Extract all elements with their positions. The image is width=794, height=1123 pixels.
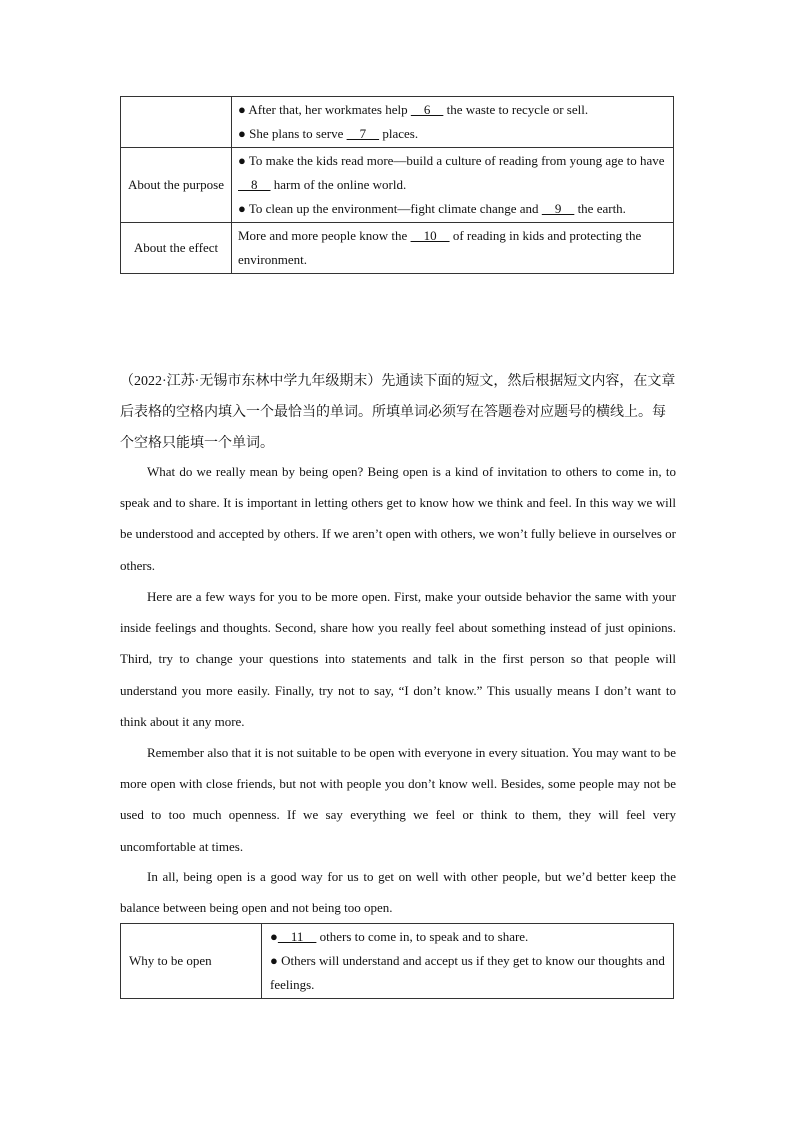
table-line bbox=[238, 197, 667, 221]
row-label bbox=[121, 97, 232, 148]
passage-paragraph: Remember also that it is not suitable to be open with everyone in every situation. You may want to be more open with close friends, but not with people you don’t know well. Besides, some people may not be used to too much openness. If we say everything we feel or think to them, they will feel very uncomfortable at times. bbox=[120, 745, 676, 854]
passage-paragraph: What do we really mean by being open? Being open is a kind of invitation to others to come in, to speak and to share. It is important in letting others get to know how we think and feel. In this way we will be understood and accepted by others. If we aren’t open with others, we won’t fully believe in ourselves or others. bbox=[120, 464, 676, 573]
table-row bbox=[121, 148, 674, 223]
table-line bbox=[238, 149, 667, 197]
table-row bbox=[121, 924, 674, 999]
table-line: ● Others will understand and accept us if they get to know our thoughts and feelings. bbox=[270, 953, 665, 992]
row-content bbox=[232, 223, 674, 274]
row-label: About the purpose bbox=[121, 148, 232, 223]
table-line bbox=[238, 122, 667, 146]
row-content bbox=[262, 924, 674, 999]
table-line bbox=[238, 98, 667, 122]
table-line bbox=[270, 925, 665, 949]
blank-11: 11 bbox=[277, 929, 317, 944]
passage-paragraph: Here are a few ways for you to be more open. First, make your outside behavior the same with your inside feelings and thoughts. Second, share how you really feel about something instead of just opinions. Third, try to change your questions into statements and talk in the first person so that people will understand you more easily. Finally, try not to say, “I don’t know.” This usually means I don’t want to think about it any more. bbox=[120, 589, 676, 729]
line-text: harm of the online world. bbox=[270, 177, 407, 192]
answer-table-1 bbox=[120, 96, 674, 274]
passage-paragraph: In all, being open is a good way for us to get on well with other people, but we’d better keep the balance between being open and not being too open. bbox=[120, 869, 676, 916]
line-text: places. bbox=[379, 126, 419, 141]
answer-table-2 bbox=[120, 923, 674, 999]
line-text: the waste to recycle or sell. bbox=[443, 102, 589, 117]
blank-6: 6 bbox=[410, 102, 444, 117]
line-text: ● She plans to serve bbox=[238, 126, 347, 141]
line-text: others to come in, to speak and to share. bbox=[316, 929, 529, 944]
row-content bbox=[232, 148, 674, 223]
line-text: ● After that, her workmates help bbox=[238, 102, 411, 117]
line-text: the earth. bbox=[574, 201, 626, 216]
row-label: About the effect bbox=[121, 223, 232, 274]
blank-10: 10 bbox=[410, 228, 450, 243]
exercise-instructions: （2022·江苏·无锡市东林中学九年级期末）先通读下面的短文，然后根据短文内容，在文章后表格的空格内填入一个最恰当的单词。所填单词必须写在答题卷对应题号的横线上。每个空格只能填一个单词。 bbox=[120, 374, 676, 451]
blank-9: 9 bbox=[541, 201, 575, 216]
line-text: More and more people know the bbox=[238, 228, 411, 243]
row-content bbox=[232, 97, 674, 148]
blank-7: 7 bbox=[346, 126, 380, 141]
table-row bbox=[121, 223, 674, 274]
line-text: of reading in kids and protecting the environment. bbox=[238, 228, 642, 267]
table-row bbox=[121, 97, 674, 148]
blank-8: 8 bbox=[238, 177, 271, 192]
line-text: ● To clean up the environment—fight climate change and bbox=[238, 201, 542, 216]
table-line bbox=[238, 224, 667, 272]
row-label: Why to be open bbox=[121, 924, 262, 999]
line-text: ● To make the kids read more—build a culture of reading from young age to have bbox=[238, 153, 665, 168]
line-text: ● bbox=[270, 929, 278, 944]
